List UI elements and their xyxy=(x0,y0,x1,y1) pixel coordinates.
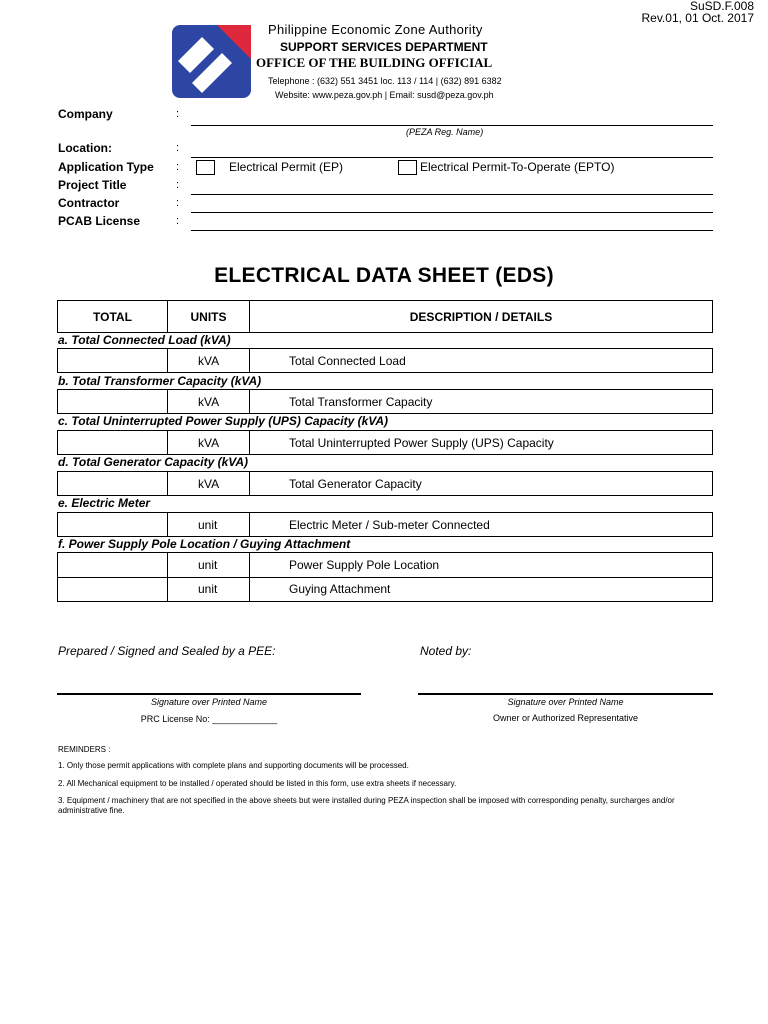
reminder-item: 2. All Mechanical equipment to be installed / operated should be listed in this form, use extra sheets if necessary. xyxy=(58,779,457,788)
col-divider xyxy=(249,349,250,372)
company-field[interactable] xyxy=(191,125,713,126)
project-title-field[interactable] xyxy=(191,194,713,195)
col-divider xyxy=(167,472,168,495)
project-title-label: Project Title xyxy=(58,178,127,192)
document-title: ELECTRICAL DATA SHEET (EDS) xyxy=(214,264,554,287)
table-row-transformer-capacity xyxy=(57,389,713,414)
unit-cell: unit xyxy=(198,518,218,532)
col-divider xyxy=(167,513,168,536)
contractor-colon: : xyxy=(176,197,180,209)
header-department: SUPPORT SERVICES DEPARTMENT xyxy=(280,40,488,54)
ep-option-label: Electrical Permit (EP) xyxy=(229,160,344,174)
col-divider xyxy=(249,390,250,413)
form-code: SuSD.F.008 xyxy=(689,0,754,13)
section-b-label: b. Total Transformer Capacity (kVA) xyxy=(58,374,262,388)
prc-license-field[interactable]: PRC License No: _____________ xyxy=(140,714,278,724)
header-telephone: Telephone : (632) 551 3451 loc. 113 / 114 | (632) 891 6382 xyxy=(268,76,502,86)
location-colon: : xyxy=(176,142,180,154)
table-row-generator-capacity xyxy=(57,471,713,496)
form-revision-block xyxy=(641,0,754,24)
section-c-label: c. Total Uninterrupted Power Supply (UPS) Capacity (kVA) xyxy=(58,414,389,428)
header-description: DESCRIPTION / DETAILS xyxy=(249,300,713,333)
owner-signature-line[interactable] xyxy=(418,693,713,695)
table-row-electric-meter xyxy=(57,512,713,537)
prepared-by-label: Prepared / Signed and Sealed by a PEE: xyxy=(58,644,276,658)
project-title-colon: : xyxy=(176,179,180,191)
col-divider xyxy=(167,431,168,454)
description-cell: Power Supply Pole Location xyxy=(289,558,440,572)
unit-cell: unit xyxy=(198,582,218,596)
table-row-ups-capacity xyxy=(57,430,713,455)
header-website: Website: www.peza.gov.ph | Email: susd@peza.gov.ph xyxy=(275,90,494,100)
header-total: TOTAL xyxy=(57,300,168,333)
unit-cell: kVA xyxy=(198,436,220,450)
revision-date: Rev.01, 01 Oct. 2017 xyxy=(641,11,754,25)
col-divider xyxy=(249,472,250,495)
peza-logo xyxy=(172,25,251,98)
owner-signature-caption: Signature over Printed Name xyxy=(507,697,624,707)
epto-option-label: Electrical Permit-To-Operate (EPTO) xyxy=(420,160,615,174)
section-f-label: f. Power Supply Pole Location / Guying Attachment xyxy=(58,537,351,551)
pee-signature-line[interactable] xyxy=(57,693,361,695)
owner-representative-caption: Owner or Authorized Representative xyxy=(492,713,639,723)
epto-checkbox[interactable] xyxy=(398,160,417,175)
location-label: Location: xyxy=(58,141,112,155)
reminder-item: 1. Only those permit applications with complete plans and supporting documents will be processed. xyxy=(58,761,409,770)
col-divider xyxy=(249,431,250,454)
description-cell: Guying Attachment xyxy=(289,582,391,596)
location-field[interactable] xyxy=(191,157,713,158)
header-office: OFFICE OF THE BUILDING OFFICIAL xyxy=(256,55,493,70)
description-cell: Total Transformer Capacity xyxy=(289,395,433,409)
ep-checkbox[interactable] xyxy=(196,160,215,175)
unit-cell: unit xyxy=(198,558,218,572)
description-cell: Electric Meter / Sub-meter Connected xyxy=(289,518,490,532)
noted-by-label: Noted by: xyxy=(420,644,472,658)
row-divider xyxy=(58,577,712,578)
description-cell: Total Connected Load xyxy=(289,354,406,368)
table-row-connected-load xyxy=(57,348,713,373)
col-divider xyxy=(167,390,168,413)
description-cell: Total Uninterrupted Power Supply (UPS) Capacity xyxy=(289,436,554,450)
section-d-label: d. Total Generator Capacity (kVA) xyxy=(58,455,249,469)
company-label: Company xyxy=(58,107,113,121)
contractor-label: Contractor xyxy=(58,196,120,210)
unit-cell: kVA xyxy=(198,395,220,409)
pee-signature-caption: Signature over Printed Name xyxy=(150,697,268,707)
unit-cell: kVA xyxy=(198,354,220,368)
peza-reg-name-caption: (PEZA Reg. Name) xyxy=(406,127,484,137)
contractor-field[interactable] xyxy=(191,212,713,213)
section-e-label: e. Electric Meter xyxy=(58,496,151,510)
table-rows-pole-guying xyxy=(57,552,713,602)
pcab-license-colon: : xyxy=(176,215,180,227)
header-organization: Philippine Economic Zone Authority xyxy=(268,22,483,37)
reminder-item: 3. Equipment / machinery that are not specified in the above sheets but were installed during PEZA inspection shall be imposed with corresponding penalty, surcharges and/or administrative fine. xyxy=(58,796,675,815)
pcab-license-field[interactable] xyxy=(191,230,713,231)
section-a-label: a. Total Connected Load (kVA) xyxy=(58,333,231,347)
unit-cell: kVA xyxy=(198,477,220,491)
description-cell: Total Generator Capacity xyxy=(289,477,422,491)
header-units: UNITS xyxy=(167,300,250,333)
application-type-colon: : xyxy=(176,161,180,173)
application-type-label: Application Type xyxy=(58,160,154,174)
reminders-heading: REMINDERS : xyxy=(58,745,111,754)
company-colon: : xyxy=(176,108,180,120)
col-divider xyxy=(167,349,168,372)
pcab-license-label: PCAB License xyxy=(58,214,141,228)
col-divider xyxy=(249,513,250,536)
